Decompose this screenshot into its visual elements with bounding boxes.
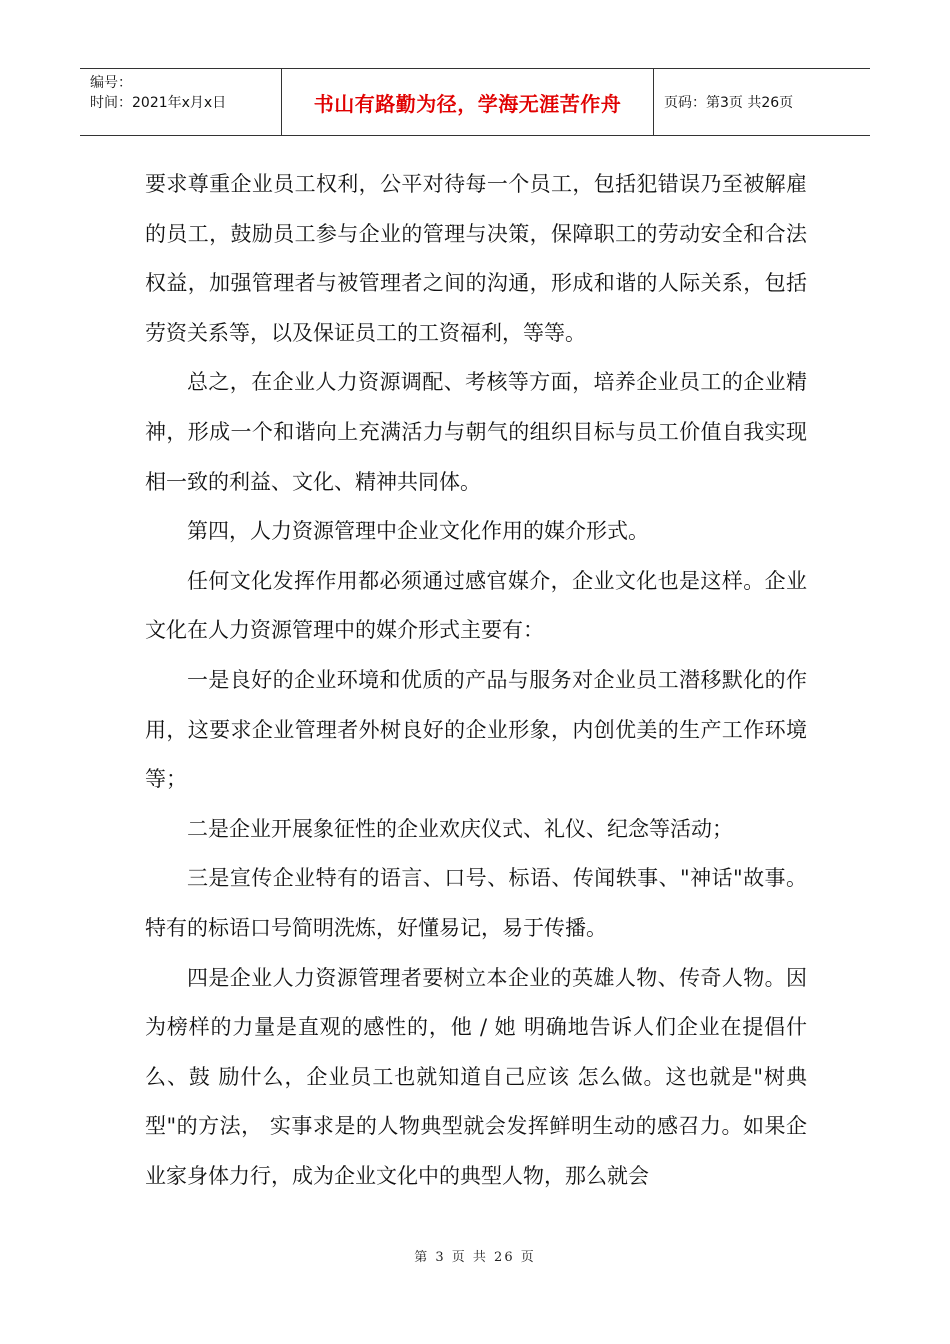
- body-paragraph: 任何文化发挥作用都必须通过感官媒介，企业文化也是这样。企业文化在人力资源管理中的媒介形式主要有：: [145, 568, 807, 643]
- document-body: [145, 160, 807, 1201]
- body-paragraph: 四是企业人力资源管理者要树立本企业的英雄人物、传奇人物。因为榜样的力量是直观的感性的，他 / 她 明确地告诉人们企业在提倡什么、鼓 励什么，企业员工也就知道自己应该 怎么做。这也就是"树典型"的方法， 实事求是的人物典型就会发挥鲜明生动的感召力。如果企业家身体力行，成为企业文化中的典型人物，那么就会: [145, 965, 807, 1188]
- body-paragraph: 要求尊重企业员工权利，公平对待每一个员工，包括犯错误乃至被解雇的员工，鼓励员工参与企业的管理与决策，保障职工的劳动安全和合法权益，加强管理者与被管理者之间的沟通，形成和谐的人际关系，包括劳资关系等，以及保证员工的工资福利，等等。: [145, 172, 807, 345]
- body-paragraph: 第四，人力资源管理中企业文化作用的媒介形式。: [187, 519, 649, 544]
- header-meta: [80, 69, 282, 135]
- page-footer: 第 3 页 共 26 页: [414, 1250, 536, 1265]
- header-motto: 书山有路勤为径，学海无涯苦作舟: [313, 91, 622, 116]
- body-paragraph: 三是宣传企业特有的语言、口号、标语、传闻轶事、"神话"故事。特有的标语口号简明洗炼，好懂易记，易于传播。: [145, 866, 807, 940]
- body-paragraph: 一是良好的企业环境和优质的产品与服务对企业员工潜移默化的作用，这要求企业管理者外树良好的企业形象，内创优美的生产工作环境等；: [145, 667, 807, 792]
- header-motto-cell: [282, 69, 654, 135]
- page-header: [80, 68, 870, 136]
- body-paragraph: 总之，在企业人力资源调配、考核等方面，培养企业员工的企业精神，形成一个和谐向上充满活力与朝气的组织目标与员工价值自我实现相一致的利益、文化、精神共同体。: [145, 370, 807, 494]
- document-number-label: 编号：: [90, 75, 132, 91]
- header-page-info: 页码：第3页 共26页: [664, 95, 794, 111]
- body-paragraph: 二是企业开展象征性的企业欢庆仪式、礼仪、纪念等活动；: [187, 816, 733, 841]
- document-time-label: 时间：2021年x月x日: [90, 95, 227, 111]
